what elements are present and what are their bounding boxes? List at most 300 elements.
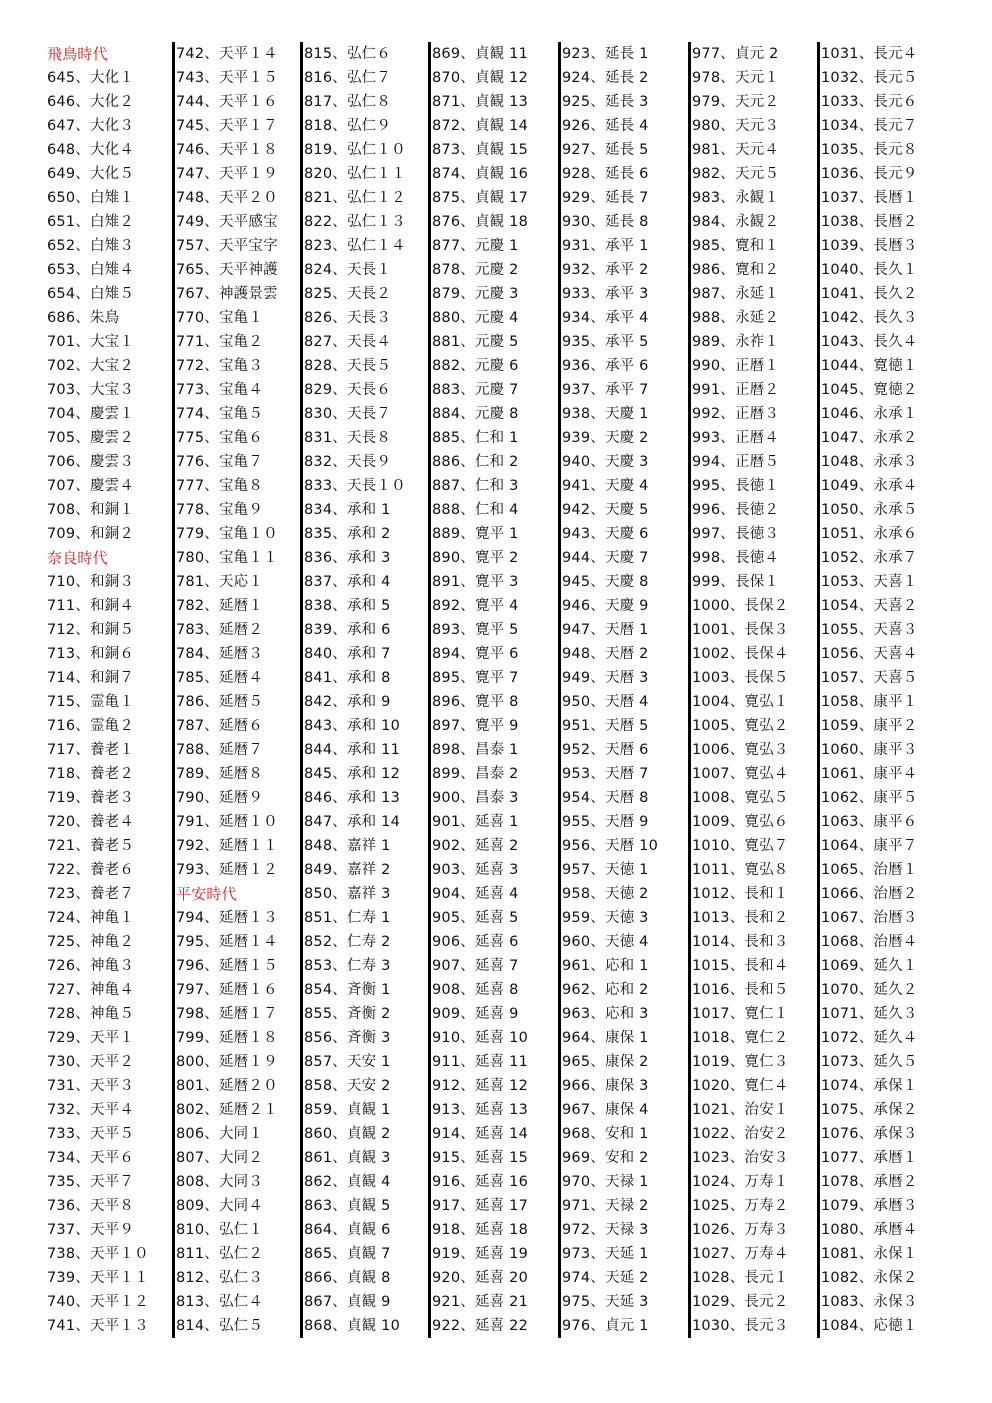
era-entry: 791、延暦１０ xyxy=(176,814,278,830)
era-entry: 1057、天喜５ xyxy=(821,670,918,686)
column-1 xyxy=(46,42,172,1338)
era-entry: 935、承平 5 xyxy=(562,334,649,350)
era-entry: 949、天暦 3 xyxy=(562,670,649,686)
era-entry: 912、延喜 12 xyxy=(432,1078,529,1094)
era-entry: 711、和銅４ xyxy=(47,598,135,614)
era-entry: 946、天慶 9 xyxy=(562,598,649,614)
era-entry: 1033、長元６ xyxy=(821,94,918,110)
era-entry: 873、貞観 15 xyxy=(432,142,529,158)
era-entry: 1055、天喜３ xyxy=(821,622,918,638)
era-entry: 1004、寛弘１ xyxy=(692,694,789,710)
era-entry: 1009、寛弘６ xyxy=(692,814,789,830)
era-entry: 705、慶雲２ xyxy=(47,430,135,446)
era-entry: 993、正暦４ xyxy=(692,430,780,446)
era-entry: 1054、天喜２ xyxy=(821,598,918,614)
era-entry: 765、天平神護 xyxy=(176,262,278,278)
era-entry: 815、弘仁６ xyxy=(304,46,392,62)
era-entry: 757、天平宝字 xyxy=(176,238,278,254)
era-entry: 1027、万寿４ xyxy=(692,1246,789,1262)
era-entry: 871、貞観 13 xyxy=(432,94,529,110)
era-entry: 709、和銅２ xyxy=(47,526,135,542)
era-entry: 908、延喜 8 xyxy=(432,982,519,998)
era-entry: 990、正暦１ xyxy=(692,358,780,374)
era-entry: 1062、康平５ xyxy=(821,790,918,806)
era-entry: 777、宝亀８ xyxy=(176,478,264,494)
era-entry: 826、天長３ xyxy=(304,310,392,326)
era-entry: 799、延暦１８ xyxy=(176,1030,278,1046)
era-entry: 789、延暦８ xyxy=(176,766,264,782)
era-entry: 882、元慶 6 xyxy=(432,358,519,374)
era-entry: 943、天慶 6 xyxy=(562,526,649,542)
era-entry: 686、朱鳥 xyxy=(47,310,120,326)
era-entry: 894、寛平 6 xyxy=(432,646,519,662)
era-entry: 832、天長９ xyxy=(304,454,392,470)
era-entry: 821、弘仁１２ xyxy=(304,190,406,206)
era-entry: 734、天平６ xyxy=(47,1150,135,1166)
era-entry: 878、元慶 2 xyxy=(432,262,519,278)
era-entry: 843、承和 10 xyxy=(304,718,401,734)
era-entry: 929、延長 7 xyxy=(562,190,649,206)
era-entry: 1000、長保２ xyxy=(692,598,789,614)
era-entry: 1039、長暦３ xyxy=(821,238,918,254)
era-entry: 905、延喜 5 xyxy=(432,910,519,926)
era-entry: 906、延喜 6 xyxy=(432,934,519,950)
era-entry: 717、養老１ xyxy=(47,742,135,758)
era-entry: 961、応和 1 xyxy=(562,958,649,974)
era-entry: 865、貞観 7 xyxy=(304,1246,391,1262)
era-entry: 904、延喜 4 xyxy=(432,886,519,902)
era-entry: 716、霊亀２ xyxy=(47,718,135,734)
era-entry: 1023、治安３ xyxy=(692,1150,789,1166)
era-entry: 976、貞元 1 xyxy=(562,1318,649,1334)
era-entry: 884、元慶 8 xyxy=(432,406,519,422)
era-entry: 984、永観２ xyxy=(692,214,780,230)
era-entry: 1011、寛弘８ xyxy=(692,862,789,878)
era-entry: 1005、寛弘２ xyxy=(692,718,789,734)
era-entry: 932、承平 2 xyxy=(562,262,649,278)
era-entry: 825、天長２ xyxy=(304,286,392,302)
era-entry: 953、天暦 7 xyxy=(562,766,649,782)
era-entry: 724、神亀１ xyxy=(47,910,135,926)
era-entry: 937、承平 7 xyxy=(562,382,649,398)
era-entry: 1041、長久２ xyxy=(821,286,918,302)
era-entry: 798、延暦１７ xyxy=(176,1006,278,1022)
era-entry: 1077、承暦１ xyxy=(821,1150,918,1166)
era-entry: 814、弘仁５ xyxy=(176,1318,264,1334)
era-entry: 727、神亀４ xyxy=(47,982,135,998)
era-entry: 1075、承保２ xyxy=(821,1102,918,1118)
era-entry: 859、貞観 1 xyxy=(304,1102,391,1118)
era-entry: 731、天平３ xyxy=(47,1078,135,1094)
era-entry: 1012、長和１ xyxy=(692,886,789,902)
era-entry: 801、延暦２０ xyxy=(176,1078,278,1094)
era-entry: 987、永延１ xyxy=(692,286,780,302)
era-entry: 771、宝亀２ xyxy=(176,334,264,350)
era-entry: 885、仁和 1 xyxy=(432,430,519,446)
era-entry: 1056、天喜４ xyxy=(821,646,918,662)
era-entry: 1051、永承６ xyxy=(821,526,918,542)
era-entry: 1070、延久２ xyxy=(821,982,918,998)
era-entry: 1007、寛弘４ xyxy=(692,766,789,782)
era-entry: 647、大化３ xyxy=(47,118,135,134)
era-entry: 793、延暦１２ xyxy=(176,862,278,878)
column-7 xyxy=(817,42,948,1338)
era-entry: 1040、長久１ xyxy=(821,262,918,278)
era-entry: 1053、天喜１ xyxy=(821,574,918,590)
era-entry: 714、和銅７ xyxy=(47,670,135,686)
era-entry: 948、天暦 2 xyxy=(562,646,649,662)
column-4 xyxy=(428,42,559,1338)
era-entry: 911、延喜 11 xyxy=(432,1054,529,1070)
era-entry: 1080、承暦４ xyxy=(821,1222,918,1238)
era-entry: 1068、治暦４ xyxy=(821,934,918,950)
era-entry: 747、天平１９ xyxy=(176,166,278,182)
period-header: 飛鳥時代 xyxy=(47,45,108,63)
era-entry: 872、貞観 14 xyxy=(432,118,529,134)
era-entry: 950、天暦 4 xyxy=(562,694,649,710)
era-entry: 1046、永承１ xyxy=(821,406,918,422)
era-entry: 838、承和 5 xyxy=(304,598,391,614)
era-entry: 944、天慶 7 xyxy=(562,550,649,566)
era-entry: 986、寛和２ xyxy=(692,262,780,278)
era-entry: 849、嘉祥 2 xyxy=(304,862,391,878)
era-entry: 1043、長久４ xyxy=(821,334,918,350)
era-entry: 907、延喜 7 xyxy=(432,958,519,974)
era-entry: 988、永延２ xyxy=(692,310,780,326)
era-entry: 833、天長１０ xyxy=(304,478,406,494)
era-entry: 874、貞観 16 xyxy=(432,166,529,182)
era-entry: 1065、治暦１ xyxy=(821,862,918,878)
era-entry: 997、長徳３ xyxy=(692,526,780,542)
era-entry: 855、斉衡 2 xyxy=(304,1006,391,1022)
era-entry: 823、弘仁１４ xyxy=(304,238,406,254)
era-entry: 744、天平１６ xyxy=(176,94,278,110)
era-entry: 981、天元４ xyxy=(692,142,780,158)
era-entry: 954、天暦 8 xyxy=(562,790,649,806)
era-entry: 1022、治安２ xyxy=(692,1126,789,1142)
era-entry: 869、貞観 11 xyxy=(432,46,529,62)
era-entry: 812、弘仁３ xyxy=(176,1270,264,1286)
era-entry: 738、天平１０ xyxy=(47,1246,149,1262)
era-entry: 719、養老３ xyxy=(47,790,135,806)
period-header: 奈良時代 xyxy=(47,549,108,567)
era-entry: 868、貞観 10 xyxy=(304,1318,401,1334)
era-entry: 781、天応１ xyxy=(176,574,264,590)
era-entry: 999、長保１ xyxy=(692,574,780,590)
era-entry: 728、神亀５ xyxy=(47,1006,135,1022)
era-entry: 782、延暦１ xyxy=(176,598,264,614)
era-entry: 867、貞観 9 xyxy=(304,1294,391,1310)
era-entry: 1021、治安１ xyxy=(692,1102,789,1118)
era-entry: 980、天元３ xyxy=(692,118,780,134)
era-entry: 957、天徳 1 xyxy=(562,862,649,878)
era-entry: 1024、万寿１ xyxy=(692,1174,789,1190)
era-entry: 1014、長和３ xyxy=(692,934,789,950)
era-entry: 1034、長元７ xyxy=(821,118,918,134)
era-entry: 708、和銅１ xyxy=(47,502,135,518)
era-entry: 866、貞観 8 xyxy=(304,1270,391,1286)
era-entry: 1047、永承２ xyxy=(821,430,918,446)
era-entry: 749、天平感宝 xyxy=(176,214,278,230)
era-entry: 1026、万寿３ xyxy=(692,1222,789,1238)
era-entry: 1079、承暦３ xyxy=(821,1198,918,1214)
era-entry: 934、承平 4 xyxy=(562,310,649,326)
era-entry: 899、昌泰 2 xyxy=(432,766,519,782)
era-entry: 1069、延久１ xyxy=(821,958,918,974)
era-entry: 952、天暦 6 xyxy=(562,742,649,758)
era-entry: 845、承和 12 xyxy=(304,766,401,782)
era-entry: 992、正暦３ xyxy=(692,406,780,422)
era-entry: 927、延長 5 xyxy=(562,142,649,158)
era-entry: 783、延暦２ xyxy=(176,622,264,638)
era-entry: 892、寛平 4 xyxy=(432,598,519,614)
era-entry: 735、天平７ xyxy=(47,1174,135,1190)
era-entry: 853、仁寿 3 xyxy=(304,958,391,974)
era-entry: 645、大化１ xyxy=(47,70,135,86)
era-entry: 877、元慶 1 xyxy=(432,238,519,254)
era-entry: 1078、承暦２ xyxy=(821,1174,918,1190)
era-entry: 1073、延久５ xyxy=(821,1054,918,1070)
era-entry: 831、天長８ xyxy=(304,430,392,446)
era-entry: 917、延喜 17 xyxy=(432,1198,529,1214)
era-entry: 888、仁和 4 xyxy=(432,502,519,518)
era-entry: 1072、延久４ xyxy=(821,1030,918,1046)
era-entry: 919、延喜 19 xyxy=(432,1246,529,1262)
era-entry: 860、貞観 2 xyxy=(304,1126,391,1142)
era-entry: 945、天慶 8 xyxy=(562,574,649,590)
era-entry: 715、霊亀１ xyxy=(47,694,135,710)
era-entry: 854、斉衡 1 xyxy=(304,982,391,998)
era-entry: 940、天慶 3 xyxy=(562,454,649,470)
era-entry: 1018、寛仁２ xyxy=(692,1030,789,1046)
era-entry: 883、元慶 7 xyxy=(432,382,519,398)
era-entry: 960、天徳 4 xyxy=(562,934,649,950)
era-entry: 796、延暦１５ xyxy=(176,958,278,974)
era-entry: 958、天徳 2 xyxy=(562,886,649,902)
era-entry: 773、宝亀４ xyxy=(176,382,264,398)
era-entry: 875、貞観 17 xyxy=(432,190,529,206)
era-entry: 963、応和 3 xyxy=(562,1006,649,1022)
era-entry: 844、承和 11 xyxy=(304,742,401,758)
era-entry: 1060、康平３ xyxy=(821,742,918,758)
era-entry: 1083、永保３ xyxy=(821,1294,918,1310)
era-entry: 721、養老５ xyxy=(47,838,135,854)
era-entry: 746、天平１８ xyxy=(176,142,278,158)
era-entry: 706、慶雲３ xyxy=(47,454,135,470)
era-entry: 959、天徳 3 xyxy=(562,910,649,926)
era-entry: 914、延喜 14 xyxy=(432,1126,529,1142)
era-entry: 951、天暦 5 xyxy=(562,718,649,734)
era-entry: 928、延長 6 xyxy=(562,166,649,182)
era-entry: 978、天元１ xyxy=(692,70,780,86)
era-entry: 1006、寛弘３ xyxy=(692,742,789,758)
era-entry: 1049、永承４ xyxy=(821,478,918,494)
era-entry: 802、延暦２１ xyxy=(176,1102,278,1118)
era-entry: 720、養老４ xyxy=(47,814,135,830)
era-entry: 1061、康平４ xyxy=(821,766,918,782)
era-entry: 723、養老７ xyxy=(47,886,135,902)
era-entry: 651、白雉２ xyxy=(47,214,135,230)
era-entry: 779、宝亀１０ xyxy=(176,526,278,542)
era-entry: 979、天元２ xyxy=(692,94,780,110)
era-entry: 824、天長１ xyxy=(304,262,392,278)
era-entry: 1016、長和５ xyxy=(692,982,789,998)
era-entry: 1052、永承７ xyxy=(821,550,918,566)
era-entry: 893、寛平 5 xyxy=(432,622,519,638)
era-entry: 879、元慶 3 xyxy=(432,286,519,302)
era-entry: 649、大化５ xyxy=(47,166,135,182)
era-entry: 921、延喜 21 xyxy=(432,1294,529,1310)
era-entry: 776、宝亀７ xyxy=(176,454,264,470)
era-entry: 998、長徳４ xyxy=(692,550,780,566)
era-entry: 748、天平２０ xyxy=(176,190,278,206)
era-entry: 891、寛平 3 xyxy=(432,574,519,590)
era-entry: 977、貞元 2 xyxy=(692,46,779,62)
era-entry: 654、白雉５ xyxy=(47,286,135,302)
era-entry: 1002、長保４ xyxy=(692,646,789,662)
era-entry: 939、天慶 2 xyxy=(562,430,649,446)
era-entry: 797、延暦１６ xyxy=(176,982,278,998)
era-entry: 901、延喜 1 xyxy=(432,814,519,830)
era-entry: 1019、寛仁３ xyxy=(692,1054,789,1070)
era-entry: 837、承和 4 xyxy=(304,574,391,590)
era-entry: 846、承和 13 xyxy=(304,790,401,806)
era-entry: 890、寛平 2 xyxy=(432,550,519,566)
era-entry: 983、永観１ xyxy=(692,190,780,206)
era-entry: 941、天慶 4 xyxy=(562,478,649,494)
era-entry: 897、寛平 9 xyxy=(432,718,519,734)
era-entry: 915、延喜 15 xyxy=(432,1150,529,1166)
era-entry: 1032、長元５ xyxy=(821,70,918,86)
era-entry: 864、貞観 6 xyxy=(304,1222,391,1238)
era-entry: 1063、康平６ xyxy=(821,814,918,830)
era-entry: 918、延喜 18 xyxy=(432,1222,529,1238)
era-entry: 973、天延 1 xyxy=(562,1246,649,1262)
era-entry: 741、天平１３ xyxy=(47,1318,149,1334)
era-entry: 701、大宝１ xyxy=(47,334,135,350)
era-entry: 780、宝亀１１ xyxy=(176,550,278,566)
era-entry: 778、宝亀９ xyxy=(176,502,264,518)
era-entry: 886、仁和 2 xyxy=(432,454,519,470)
era-entry: 848、嘉祥 1 xyxy=(304,838,391,854)
era-entry: 808、大同３ xyxy=(176,1174,264,1190)
era-entry: 852、仁寿 2 xyxy=(304,934,391,950)
era-entry: 835、承和 2 xyxy=(304,526,391,542)
era-entry: 1035、長元８ xyxy=(821,142,918,158)
era-entry: 742、天平１４ xyxy=(176,46,278,62)
era-entry: 817、弘仁８ xyxy=(304,94,392,110)
era-entry: 1084、応徳１ xyxy=(821,1318,918,1334)
era-entry: 926、延長 4 xyxy=(562,118,649,134)
era-entry: 729、天平１ xyxy=(47,1030,135,1046)
era-entry: 847、承和 14 xyxy=(304,814,401,830)
era-entry: 1076、承保３ xyxy=(821,1126,918,1142)
era-entry: 889、寛平 1 xyxy=(432,526,519,542)
era-entry: 745、天平１７ xyxy=(176,118,278,134)
era-entry: 712、和銅５ xyxy=(47,622,135,638)
era-entry: 887、仁和 3 xyxy=(432,478,519,494)
era-entry: 785、延暦４ xyxy=(176,670,264,686)
era-entry: 930、延長 8 xyxy=(562,214,649,230)
era-entry: 856、斉衡 3 xyxy=(304,1030,391,1046)
era-entry: 920、延喜 20 xyxy=(432,1270,529,1286)
era-entry: 956、天暦 10 xyxy=(562,838,659,854)
era-entry: 775、宝亀６ xyxy=(176,430,264,446)
era-entry: 743、天平１５ xyxy=(176,70,278,86)
era-entry: 784、延暦３ xyxy=(176,646,264,662)
era-entry: 862、貞観 4 xyxy=(304,1174,391,1190)
era-entry: 861、貞観 3 xyxy=(304,1150,391,1166)
era-entry: 652、白雉３ xyxy=(47,238,135,254)
era-entry: 942、天慶 5 xyxy=(562,502,649,518)
era-entry: 841、承和 8 xyxy=(304,670,391,686)
era-entry: 770、宝亀１ xyxy=(176,310,264,326)
era-entry: 1058、康平１ xyxy=(821,694,918,710)
era-entry: 1008、寛弘５ xyxy=(692,790,789,806)
era-entry: 1082、永保２ xyxy=(821,1270,918,1286)
era-entry: 922、延喜 22 xyxy=(432,1318,529,1334)
era-entry: 1059、康平２ xyxy=(821,718,918,734)
era-entry: 842、承和 9 xyxy=(304,694,391,710)
era-entry: 903、延喜 3 xyxy=(432,862,519,878)
era-entry: 648、大化４ xyxy=(47,142,135,158)
era-entry: 718、養老２ xyxy=(47,766,135,782)
era-entry: 966、康保 3 xyxy=(562,1078,649,1094)
column-6 xyxy=(688,42,819,1338)
era-entry: 774、宝亀５ xyxy=(176,406,264,422)
era-entry: 925、延長 3 xyxy=(562,94,649,110)
era-entry: 900、昌泰 3 xyxy=(432,790,519,806)
era-entry: 1036、長元９ xyxy=(821,166,918,182)
era-entry: 1071、延久３ xyxy=(821,1006,918,1022)
era-entry: 876、貞観 18 xyxy=(432,214,529,230)
era-entry: 839、承和 6 xyxy=(304,622,391,638)
era-entry: 916、延喜 16 xyxy=(432,1174,529,1190)
era-entry: 896、寛平 8 xyxy=(432,694,519,710)
era-entry: 740、天平１２ xyxy=(47,1294,149,1310)
era-entry: 947、天暦 1 xyxy=(562,622,649,638)
era-entry: 1003、長保５ xyxy=(692,670,789,686)
era-entry: 1050、永承５ xyxy=(821,502,918,518)
era-entry: 1038、長暦２ xyxy=(821,214,918,230)
era-entry: 1031、長元４ xyxy=(821,46,918,62)
era-entry: 858、天安 2 xyxy=(304,1078,391,1094)
era-entry: 786、延暦５ xyxy=(176,694,264,710)
era-entry: 857、天安 1 xyxy=(304,1054,391,1070)
era-entry: 702、大宝２ xyxy=(47,358,135,374)
era-entry: 850、嘉祥 3 xyxy=(304,886,391,902)
era-entry: 818、弘仁９ xyxy=(304,118,392,134)
era-entry: 909、延喜 9 xyxy=(432,1006,519,1022)
era-entry: 813、弘仁４ xyxy=(176,1294,264,1310)
era-entry: 822、弘仁１３ xyxy=(304,214,406,230)
era-entry: 820、弘仁１１ xyxy=(304,166,406,182)
era-entry: 1064、康平７ xyxy=(821,838,918,854)
era-entry: 1042、長久３ xyxy=(821,310,918,326)
era-entry: 924、延長 2 xyxy=(562,70,649,86)
era-entry: 1044、寛徳１ xyxy=(821,358,918,374)
column-2 xyxy=(172,42,303,1338)
era-entry: 985、寛和１ xyxy=(692,238,780,254)
era-entry: 938、天慶 1 xyxy=(562,406,649,422)
era-entry: 1037、長暦１ xyxy=(821,190,918,206)
era-entry: 827、天長４ xyxy=(304,334,392,350)
era-entry: 816、弘仁７ xyxy=(304,70,392,86)
era-entry: 851、仁寿 1 xyxy=(304,910,391,926)
era-entry: 969、安和 2 xyxy=(562,1150,649,1166)
era-entry: 806、大同１ xyxy=(176,1126,264,1142)
era-entry: 931、承平 1 xyxy=(562,238,649,254)
